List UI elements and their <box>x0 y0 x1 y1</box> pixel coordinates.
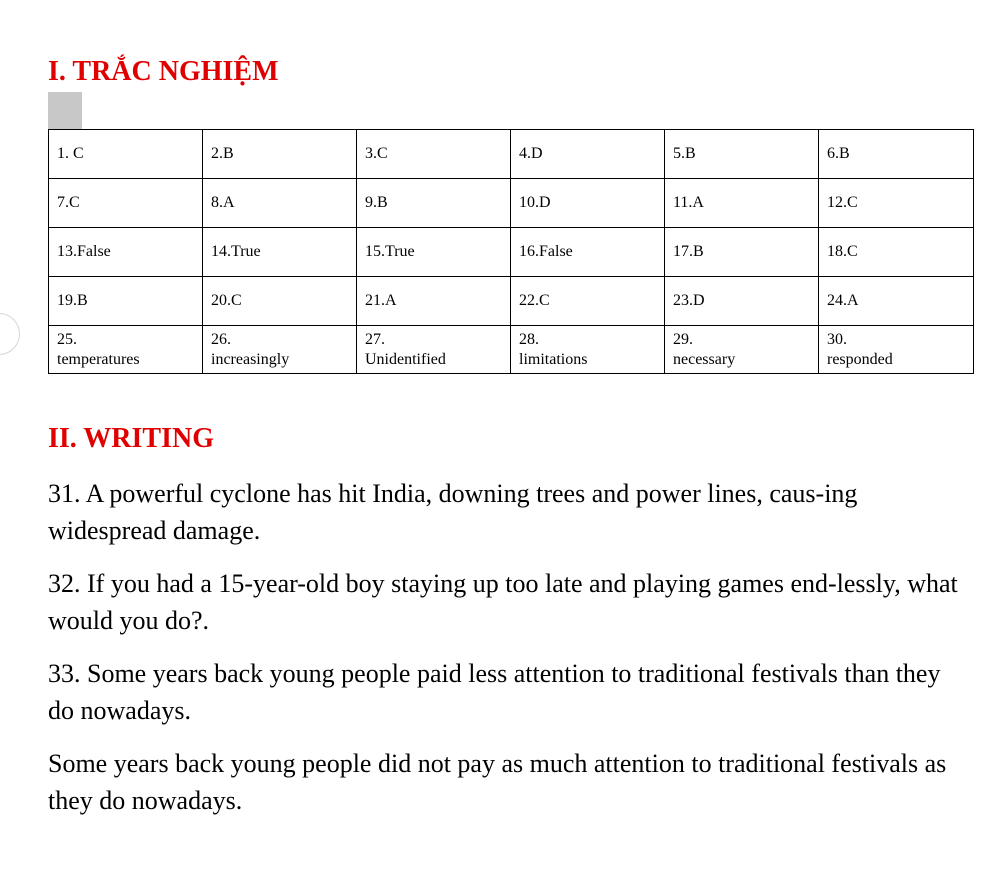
section-title-writing: II. WRITING <box>48 423 214 454</box>
writing-answer-32: 32. If you had a 15-year-old boy staying up too late and playing games end-lessly, what would you do?. <box>48 569 958 635</box>
table-cell <box>49 326 203 374</box>
cell-word: limitations <box>519 350 588 368</box>
table-row <box>49 130 974 179</box>
cell-word: temperatures <box>57 350 140 368</box>
table-cell: 2.B <box>203 130 357 179</box>
writing-answer-33-alternative: Some years back young people did not pay as much attention to traditional festivals as they do nowadays. <box>48 749 947 815</box>
table-cell <box>511 326 665 374</box>
table-cell: 19.B <box>49 277 203 326</box>
cell-number: 25. <box>57 330 77 348</box>
cell-word: increasingly <box>211 350 290 368</box>
table-cell: 3.C <box>357 130 511 179</box>
table-cell: 7.C <box>49 179 203 228</box>
table-cell: 23.D <box>665 277 819 326</box>
table-cell: 6.B <box>819 130 974 179</box>
table-row <box>49 277 974 326</box>
table-row <box>49 326 974 374</box>
table-cell: 8.A <box>203 179 357 228</box>
table-row <box>49 228 974 277</box>
table-cell: 10.D <box>511 179 665 228</box>
table-cell: 13.False <box>49 228 203 277</box>
cell-number: 29. <box>673 330 693 348</box>
cell-number: 27. <box>365 330 385 348</box>
table-cell <box>357 326 511 374</box>
table-cell: 4.D <box>511 130 665 179</box>
table-cell: 15.True <box>357 228 511 277</box>
cell-word: necessary <box>673 350 736 368</box>
table-cell: 22.C <box>511 277 665 326</box>
table-cell: 1. C <box>49 130 203 179</box>
writing-answer-33: 33. Some years back young people paid less attention to traditional festivals than they do nowadays. <box>48 659 941 725</box>
cell-number: 28. <box>519 330 539 348</box>
table-cell: 16.False <box>511 228 665 277</box>
gray-placeholder-block <box>48 92 82 129</box>
table-cell: 24.A <box>819 277 974 326</box>
table-cell: 14.True <box>203 228 357 277</box>
table-row <box>49 179 974 228</box>
table-cell <box>665 326 819 374</box>
cell-word: responded <box>827 350 893 368</box>
table-cell: 17.B <box>665 228 819 277</box>
table-cell: 20.C <box>203 277 357 326</box>
table-cell: 9.B <box>357 179 511 228</box>
table-cell <box>819 326 974 374</box>
table-cell: 11.A <box>665 179 819 228</box>
cell-number: 30. <box>827 330 847 348</box>
side-handle[interactable] <box>0 313 20 355</box>
table-cell: 21.A <box>357 277 511 326</box>
section-title-multiple-choice: I. TRẮC NGHIỆM <box>48 56 279 87</box>
cell-word: Unidentified <box>365 350 446 368</box>
table-cell: 12.C <box>819 179 974 228</box>
answer-key-table <box>48 129 974 374</box>
table-cell <box>203 326 357 374</box>
table-cell: 18.C <box>819 228 974 277</box>
writing-answer-31: 31. A powerful cyclone has hit India, downing trees and power lines, caus-ing widespread damage. <box>48 479 858 545</box>
table-cell: 5.B <box>665 130 819 179</box>
cell-number: 26. <box>211 330 231 348</box>
